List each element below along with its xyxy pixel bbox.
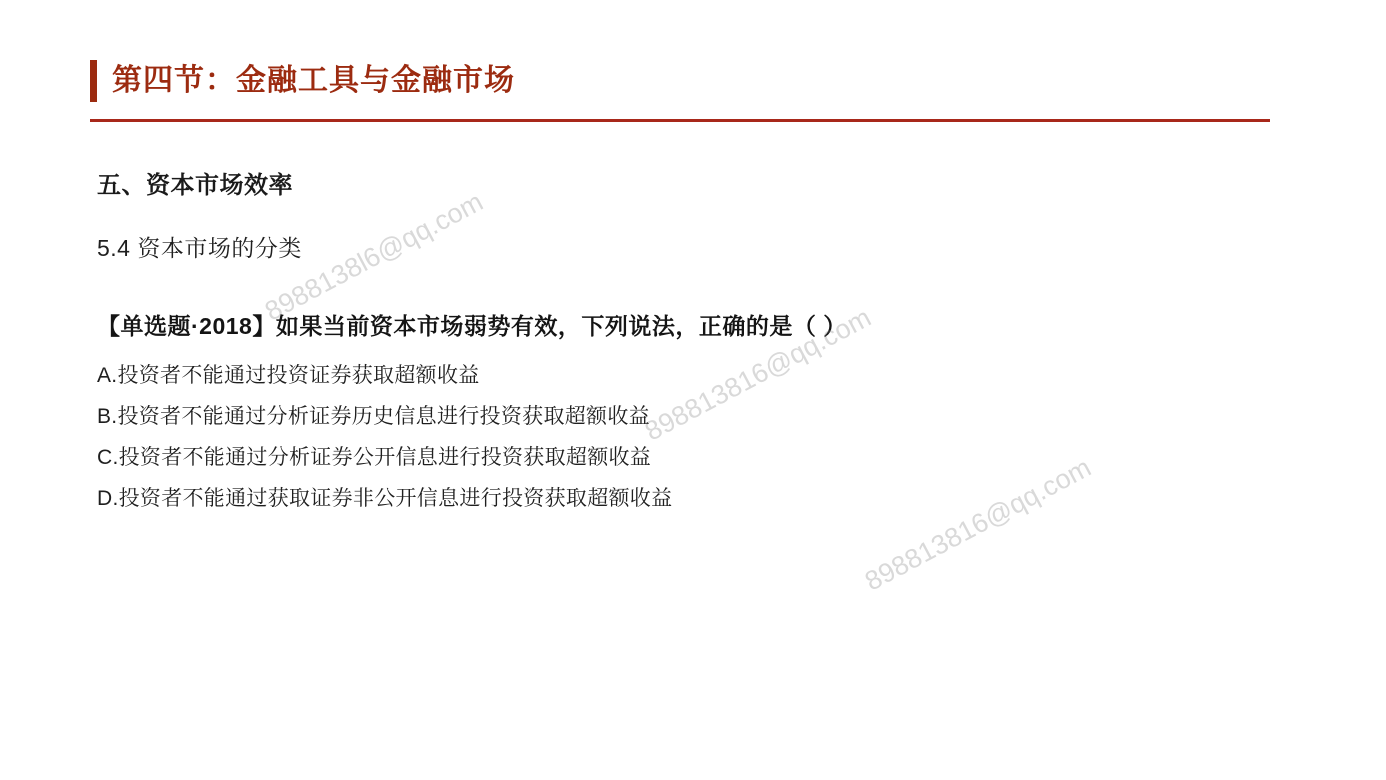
question-options bbox=[97, 355, 1197, 519]
header-accent-bar bbox=[90, 60, 97, 102]
watermark-text: 8988138l6@qq.com bbox=[260, 186, 488, 327]
watermark-text: 898813816@qq.com bbox=[640, 302, 876, 447]
watermark-text: 898813816@qq.com bbox=[860, 452, 1096, 597]
section-heading: 五、资本市场效率 bbox=[97, 172, 293, 199]
option-a: A.投资者不能通过投资证券获取超额收益 bbox=[97, 364, 480, 387]
option-b: B.投资者不能通过分析证券历史信息进行投资获取超额收益 bbox=[97, 405, 650, 428]
option-c: C.投资者不能通过分析证券公开信息进行投资获取超额收益 bbox=[97, 446, 652, 469]
sub-heading: 5.4 资本市场的分类 bbox=[97, 235, 302, 261]
question-stem: 【单选题·2018】如果当前资本市场弱势有效，下列说法，正确的是（ ） bbox=[97, 313, 847, 339]
option-d: D.投资者不能通过获取证券非公开信息进行投资获取超额收益 bbox=[97, 487, 673, 510]
header-divider bbox=[90, 119, 1270, 122]
bottom-edge bbox=[0, 776, 1386, 780]
page-title: 第四节：金融工具与金融市场 bbox=[112, 64, 515, 97]
